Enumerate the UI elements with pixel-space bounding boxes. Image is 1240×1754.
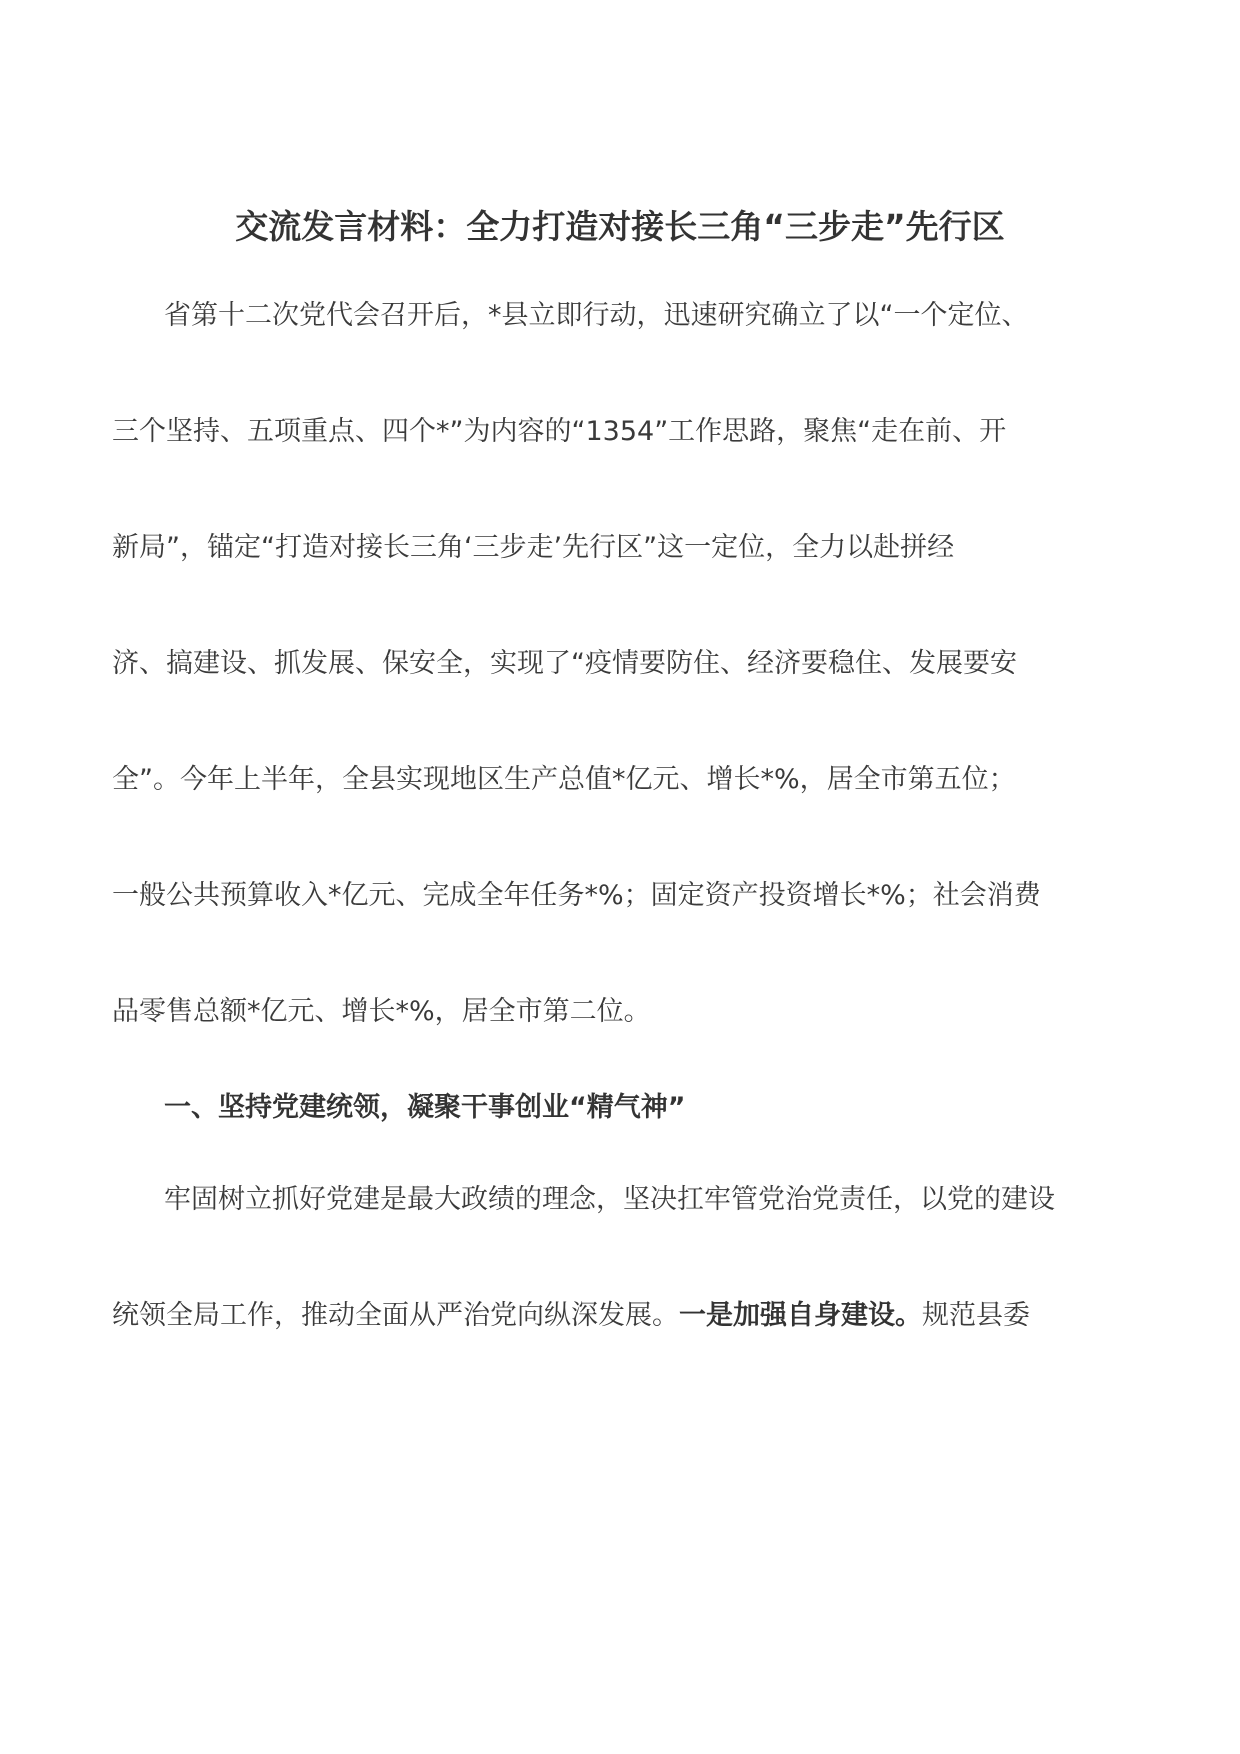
bold-lead-phrase: 一是加强自身建设。 — [679, 1300, 922, 1331]
paragraph-line: 三个坚持、五项重点、四个*”为内容的“1354”工作思路，聚焦“走在前、开 — [112, 416, 1007, 447]
paragraph-line: 品零售总额*亿元、增长*%，居全市第二位。 — [112, 996, 651, 1027]
paragraph-line: 全”。今年上半年，全县实现地区生产总值*亿元、增长*%，居全市第五位； — [112, 764, 1016, 795]
paragraph-line: 省第十二次党代会召开后，*县立即行动，迅速研究确立了以“一个定位、 — [164, 300, 1029, 331]
document-title: 交流发言材料：全力打造对接长三角“三步走”先行区 — [235, 207, 1005, 246]
paragraph-text: 统领全局工作，推动全面从严治党向纵深发展。 — [112, 1300, 679, 1331]
paragraph-line: 牢固树立抓好党建是最大政绩的理念，坚决扛牢管党治党责任，以党的建设 — [164, 1184, 1055, 1215]
paragraph-line: 一般公共预算收入*亿元、完成全年任务*%；固定资产投资增长*%；社会消费 — [112, 880, 1041, 911]
section-heading: 一、坚持党建统领，凝聚干事创业“精气神” — [164, 1092, 686, 1123]
paragraph-text: 规范县委 — [922, 1300, 1030, 1331]
paragraph-line: 新局”，锚定“打造对接长三角‘三步走’先行区”这一定位，全力以赴拼经 — [112, 532, 955, 563]
paragraph-line — [112, 1296, 1030, 1336]
paragraph-line: 济、搞建设、抓发展、保安全，实现了“疫情要防住、经济要稳住、发展要安 — [112, 648, 1017, 679]
